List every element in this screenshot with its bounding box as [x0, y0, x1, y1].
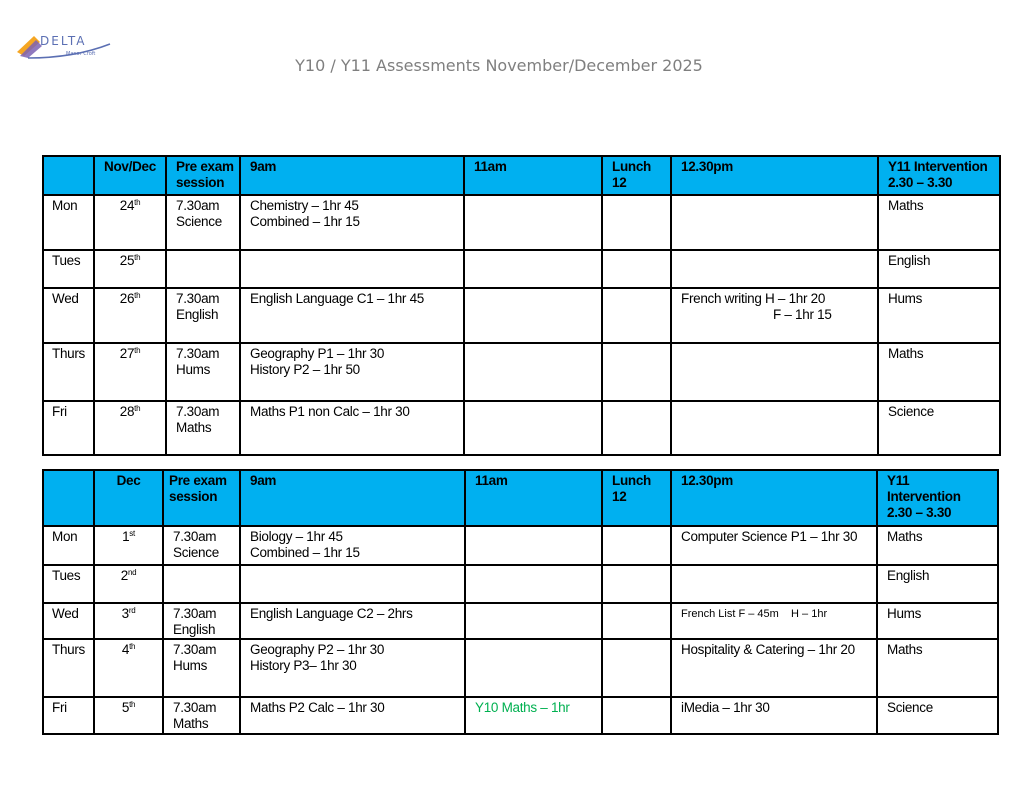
header-intervention: Y11 Intervention 2.30 – 3.30 [878, 156, 1000, 195]
lunch-cell [602, 603, 671, 639]
intervention-cell: English [877, 565, 998, 603]
pm1230-cell [671, 565, 877, 603]
day-cell: Thurs [43, 343, 94, 401]
pm1230-cell [671, 195, 878, 250]
intervention-cell: Maths [877, 639, 998, 697]
header-11am: 11am [464, 156, 602, 195]
pre-exam-cell: 7.30am Maths [166, 401, 240, 455]
header-day [43, 470, 94, 526]
intervention-cell: Maths [877, 526, 998, 565]
pre-exam-cell: 7.30am Maths [163, 697, 240, 734]
table-row [43, 639, 998, 697]
date-cell: 25th [94, 250, 166, 288]
am9-cell: Geography P1 – 1hr 30 History P2 – 1hr 50 [240, 343, 464, 401]
day-cell: Tues [43, 565, 94, 603]
pre-exam-cell: 7.30am English [166, 288, 240, 343]
assessment-table-november [42, 155, 1001, 456]
header-9am: 9am [240, 156, 464, 195]
pre-exam-cell: 7.30am Science [166, 195, 240, 250]
table-row [43, 401, 1000, 455]
date-cell: 26th [94, 288, 166, 343]
table-row [43, 526, 998, 565]
day-cell: Fri [43, 401, 94, 455]
date-cell: 4th [94, 639, 163, 697]
am11-cell [464, 250, 602, 288]
am11-cell [464, 401, 602, 455]
pm1230-cell [671, 343, 878, 401]
table-row [43, 195, 1000, 250]
header-date: Dec [94, 470, 163, 526]
intervention-cell: Hums [878, 288, 1000, 343]
am9-cell [240, 565, 465, 603]
pm1230-cell: iMedia – 1hr 30 [671, 697, 877, 734]
date-cell: 2nd [94, 565, 163, 603]
pre-exam-cell: 7.30am English [163, 603, 240, 639]
logo-subtext: Manor Croft [66, 51, 96, 57]
am9-cell [240, 250, 464, 288]
intervention-cell: Maths [878, 343, 1000, 401]
assessment-table-december [42, 469, 999, 735]
header-lunch: Lunch 12 [602, 470, 671, 526]
intervention-cell: English [878, 250, 1000, 288]
lunch-cell [602, 639, 671, 697]
lunch-cell [602, 565, 671, 603]
header-date: Nov/Dec [94, 156, 166, 195]
day-cell: Thurs [43, 639, 94, 697]
am11-cell [465, 526, 602, 565]
pm1230-cell [671, 401, 878, 455]
date-cell: 3rd [94, 603, 163, 639]
pre-exam-cell: 7.30am Hums [166, 343, 240, 401]
header-lunch: Lunch 12 [602, 156, 671, 195]
table-header-row [43, 470, 998, 526]
pm1230-cell: French writing H – 1hr 20 F – 1hr 15 [671, 288, 878, 343]
am11-cell [465, 565, 602, 603]
lunch-cell [602, 250, 671, 288]
pm1230-cell: Computer Science P1 – 1hr 30 [671, 526, 877, 565]
lunch-cell [602, 343, 671, 401]
pre-exam-cell [163, 565, 240, 603]
am9-cell: English Language C2 – 2hrs [240, 603, 465, 639]
logo-text: DELTA [40, 34, 87, 48]
am9-cell: English Language C1 – 1hr 45 [240, 288, 464, 343]
am11-cell [464, 288, 602, 343]
am11-cell [465, 639, 602, 697]
header-1230pm: 12.30pm [671, 156, 878, 195]
table-row [43, 603, 998, 639]
day-cell: Tues [43, 250, 94, 288]
day-cell: Mon [43, 526, 94, 565]
date-cell: 27th [94, 343, 166, 401]
am11-cell [464, 343, 602, 401]
pm1230-cell: French List F – 45m H – 1hr [671, 603, 877, 639]
header-11am: 11am [465, 470, 602, 526]
day-cell: Fri [43, 697, 94, 734]
pre-exam-cell: 7.30am Hums [163, 639, 240, 697]
table-row [43, 343, 1000, 401]
am11-cell: Y10 Maths – 1hr [465, 697, 602, 734]
table-row [43, 565, 998, 603]
intervention-cell: Science [877, 697, 998, 734]
am9-cell: Chemistry – 1hr 45 Combined – 1hr 15 [240, 195, 464, 250]
am9-cell: Biology – 1hr 45 Combined – 1hr 15 [240, 526, 465, 565]
table-header-row [43, 156, 1000, 195]
lunch-cell [602, 288, 671, 343]
table-row [43, 288, 1000, 343]
table-row [43, 250, 1000, 288]
am9-cell: Maths P1 non Calc – 1hr 30 [240, 401, 464, 455]
date-cell: 24th [94, 195, 166, 250]
header-9am: 9am [240, 470, 465, 526]
pre-exam-cell [166, 250, 240, 288]
lunch-cell [602, 526, 671, 565]
header-pre-exam: Pre exam session [163, 470, 240, 526]
date-cell: 1st [94, 526, 163, 565]
header-pre-exam: Pre exam session [166, 156, 240, 195]
am11-cell [465, 603, 602, 639]
lunch-cell [602, 697, 671, 734]
pre-exam-cell: 7.30am Science [163, 526, 240, 565]
am11-cell [464, 195, 602, 250]
day-cell: Wed [43, 288, 94, 343]
day-cell: Wed [43, 603, 94, 639]
intervention-cell: Hums [877, 603, 998, 639]
intervention-cell: Maths [878, 195, 1000, 250]
pm1230-cell: Hospitality & Catering – 1hr 20 [671, 639, 877, 697]
header-day [43, 156, 94, 195]
page-title: Y10 / Y11 Assessments November/December 2025 [295, 56, 703, 75]
date-cell: 28th [94, 401, 166, 455]
date-cell: 5th [94, 697, 163, 734]
intervention-cell: Science [878, 401, 1000, 455]
lunch-cell [602, 195, 671, 250]
day-cell: Mon [43, 195, 94, 250]
table-row [43, 697, 998, 734]
am9-cell: Maths P2 Calc – 1hr 30 [240, 697, 465, 734]
am9-cell: Geography P2 – 1hr 30 History P3– 1hr 30 [240, 639, 465, 697]
lunch-cell [602, 401, 671, 455]
header-intervention: Y11 Intervention 2.30 – 3.30 [877, 470, 998, 526]
pm1230-cell [671, 250, 878, 288]
header-1230pm: 12.30pm [671, 470, 877, 526]
